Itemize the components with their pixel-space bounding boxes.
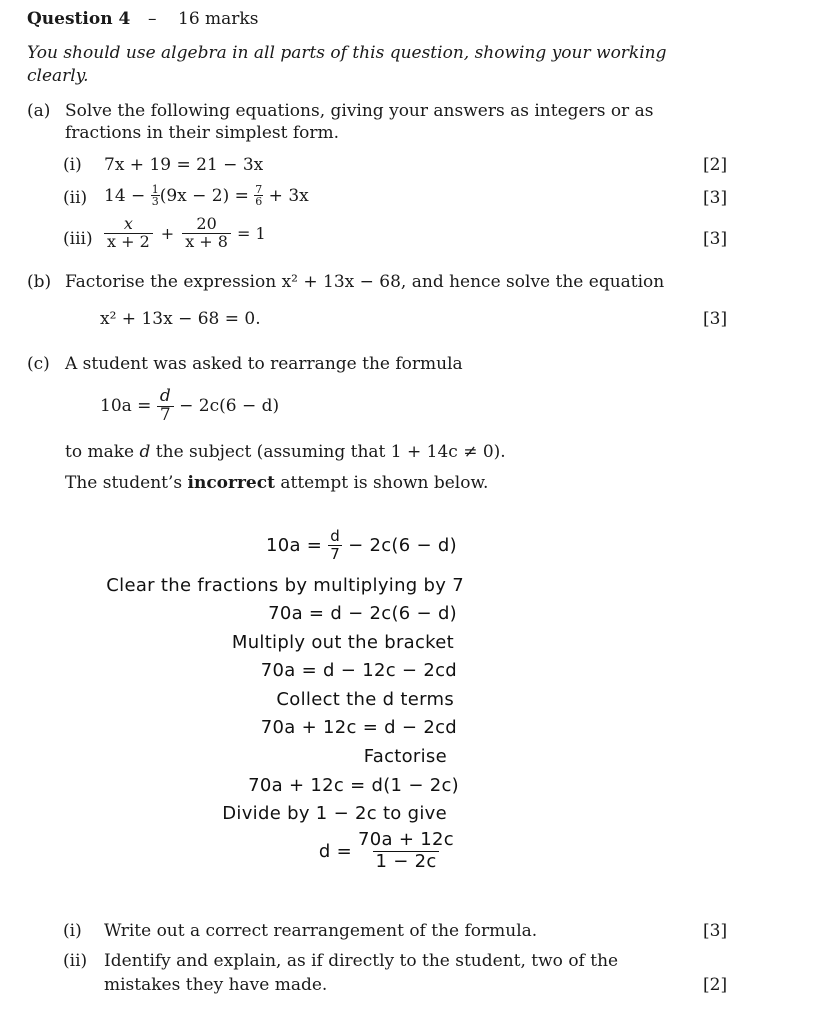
- part-a-ii-mid: (9x − 2) =: [159, 185, 255, 206]
- part-a-ii-lhs: 14 −: [104, 185, 151, 206]
- part-c-i-marks: [3]: [703, 921, 728, 941]
- part-c-ii-label: (ii): [63, 951, 88, 971]
- hw-line1-lhs: 10a =: [265, 535, 329, 557]
- part-b-marks: [3]: [703, 309, 728, 329]
- part-a-iii-plus: +: [160, 223, 175, 243]
- fraction-numerator: x: [123, 214, 133, 233]
- fraction-numerator: d: [330, 527, 341, 545]
- part-a-iii-rhs: = 1: [236, 223, 266, 243]
- part-a-i-marks: [2]: [703, 155, 728, 175]
- handwritten-line-3: 70a = d − 2c(6 − d): [268, 603, 457, 624]
- attempt-text-pre: The student’s: [65, 473, 188, 493]
- fraction-numerator: 20: [196, 214, 217, 233]
- part-a-i-label: (i): [63, 155, 82, 175]
- attempt-incorrect-word: incorrect: [187, 473, 275, 493]
- hw-line11-fraction: [358, 830, 454, 872]
- part-b-text: [65, 272, 664, 292]
- fraction-denominator: 6: [255, 195, 263, 208]
- instruction-line-2: clearly.: [27, 66, 89, 86]
- part-c-ii-marks: [2]: [703, 975, 728, 995]
- part-a-ii-fraction-1: [151, 184, 160, 207]
- fraction-denominator: x + 8: [182, 233, 231, 251]
- fraction-denominator: x + 2: [104, 233, 153, 251]
- part-c-formula: [100, 388, 279, 425]
- fraction-denominator: 7: [330, 545, 341, 564]
- hw-line1-fraction: [328, 528, 342, 564]
- part-c-subject-text: [65, 442, 506, 462]
- hw-line1-rhs: − 2c(6 − d): [342, 535, 457, 557]
- part-c-i-label: (i): [63, 921, 82, 941]
- formula-fraction: [157, 388, 174, 425]
- part-a-ii-rhs: + 3x: [263, 185, 309, 206]
- handwritten-line-2: Clear the fractions by multiplying by 7: [106, 575, 464, 596]
- part-a-ii-marks: [3]: [703, 188, 728, 208]
- formula-rhs: − 2c(6 − d): [173, 396, 280, 417]
- question-marks: 16 marks: [178, 9, 259, 29]
- part-a-ii-label: (ii): [63, 188, 88, 208]
- part-a-iii-label: (iii): [63, 229, 93, 249]
- header-dash: –: [148, 9, 157, 29]
- part-a-text-line-2: fractions in their simplest form.: [65, 123, 340, 143]
- handwritten-line-11: [319, 830, 454, 872]
- handwritten-line-4: Multiply out the bracket: [231, 632, 454, 653]
- handwritten-line-1: [266, 528, 457, 564]
- fraction-numerator: d: [159, 386, 171, 406]
- part-a-iii-equation: [104, 216, 266, 251]
- subject-text-post: the subject (assuming that 1 + 14c ≠ 0).: [150, 442, 506, 462]
- handwritten-line-5: 70a = d − 12c − 2cd: [260, 660, 457, 681]
- part-a-iii-fraction-1: [104, 216, 153, 251]
- subject-text-pre: to make: [65, 442, 140, 462]
- fraction-denominator: 7: [157, 406, 174, 425]
- instruction-line-1: You should use algebra in all parts of this question, showing your working: [27, 43, 667, 63]
- part-b-expression: x² + 13x − 68: [281, 272, 401, 292]
- part-b-label: (b): [27, 272, 52, 292]
- part-a-iii-fraction-2: [182, 216, 231, 251]
- part-a-ii-fraction-2: [254, 184, 263, 207]
- fraction-denominator: 1 − 2c: [375, 850, 437, 872]
- attempt-text-post: attempt is shown below.: [274, 473, 489, 493]
- part-c-attempt-text: [65, 473, 488, 493]
- part-a-iii-marks: [3]: [703, 229, 728, 249]
- part-b-text-post: , and hence solve the equation: [400, 272, 665, 292]
- part-a-text-line-1: Solve the following equations, giving your answers as integers or as: [65, 101, 654, 121]
- handwritten-line-10: Divide by 1 − 2c to give: [222, 803, 447, 824]
- part-b-text-pre: Factorise the expression: [65, 272, 282, 292]
- part-c-i-text: Write out a correct rearrangement of the formula.: [104, 921, 538, 941]
- part-a-ii-equation: [104, 184, 309, 207]
- question-title: Question 4: [27, 9, 131, 29]
- part-b-equation: x² + 13x − 68 = 0.: [100, 309, 261, 329]
- handwritten-line-9: 70a + 12c = d(1 − 2c): [248, 775, 459, 796]
- part-c-label: (c): [27, 354, 50, 374]
- part-a-i-equation: 7x + 19 = 21 − 3x: [104, 155, 264, 175]
- part-a-label: (a): [27, 101, 51, 121]
- handwritten-line-6: Collect the d terms: [276, 689, 454, 710]
- fraction-denominator: 3: [151, 195, 159, 208]
- part-c-intro: A student was asked to rearrange the formula: [65, 354, 463, 374]
- hw-line11-lhs: d =: [318, 840, 359, 862]
- handwritten-line-8: Factorise: [363, 746, 447, 767]
- part-c-ii-text-line-2: mistakes they have made.: [104, 975, 328, 995]
- subject-variable: d: [139, 442, 151, 462]
- fraction-numerator: 7: [255, 183, 263, 196]
- formula-lhs: 10a =: [100, 396, 157, 417]
- fraction-numerator: 70a + 12c: [358, 829, 454, 850]
- fraction-numerator: 1: [151, 183, 159, 196]
- handwritten-line-7: 70a + 12c = d − 2cd: [260, 717, 457, 738]
- part-c-ii-text-line-1: Identify and explain, as if directly to the student, two of the: [104, 951, 619, 971]
